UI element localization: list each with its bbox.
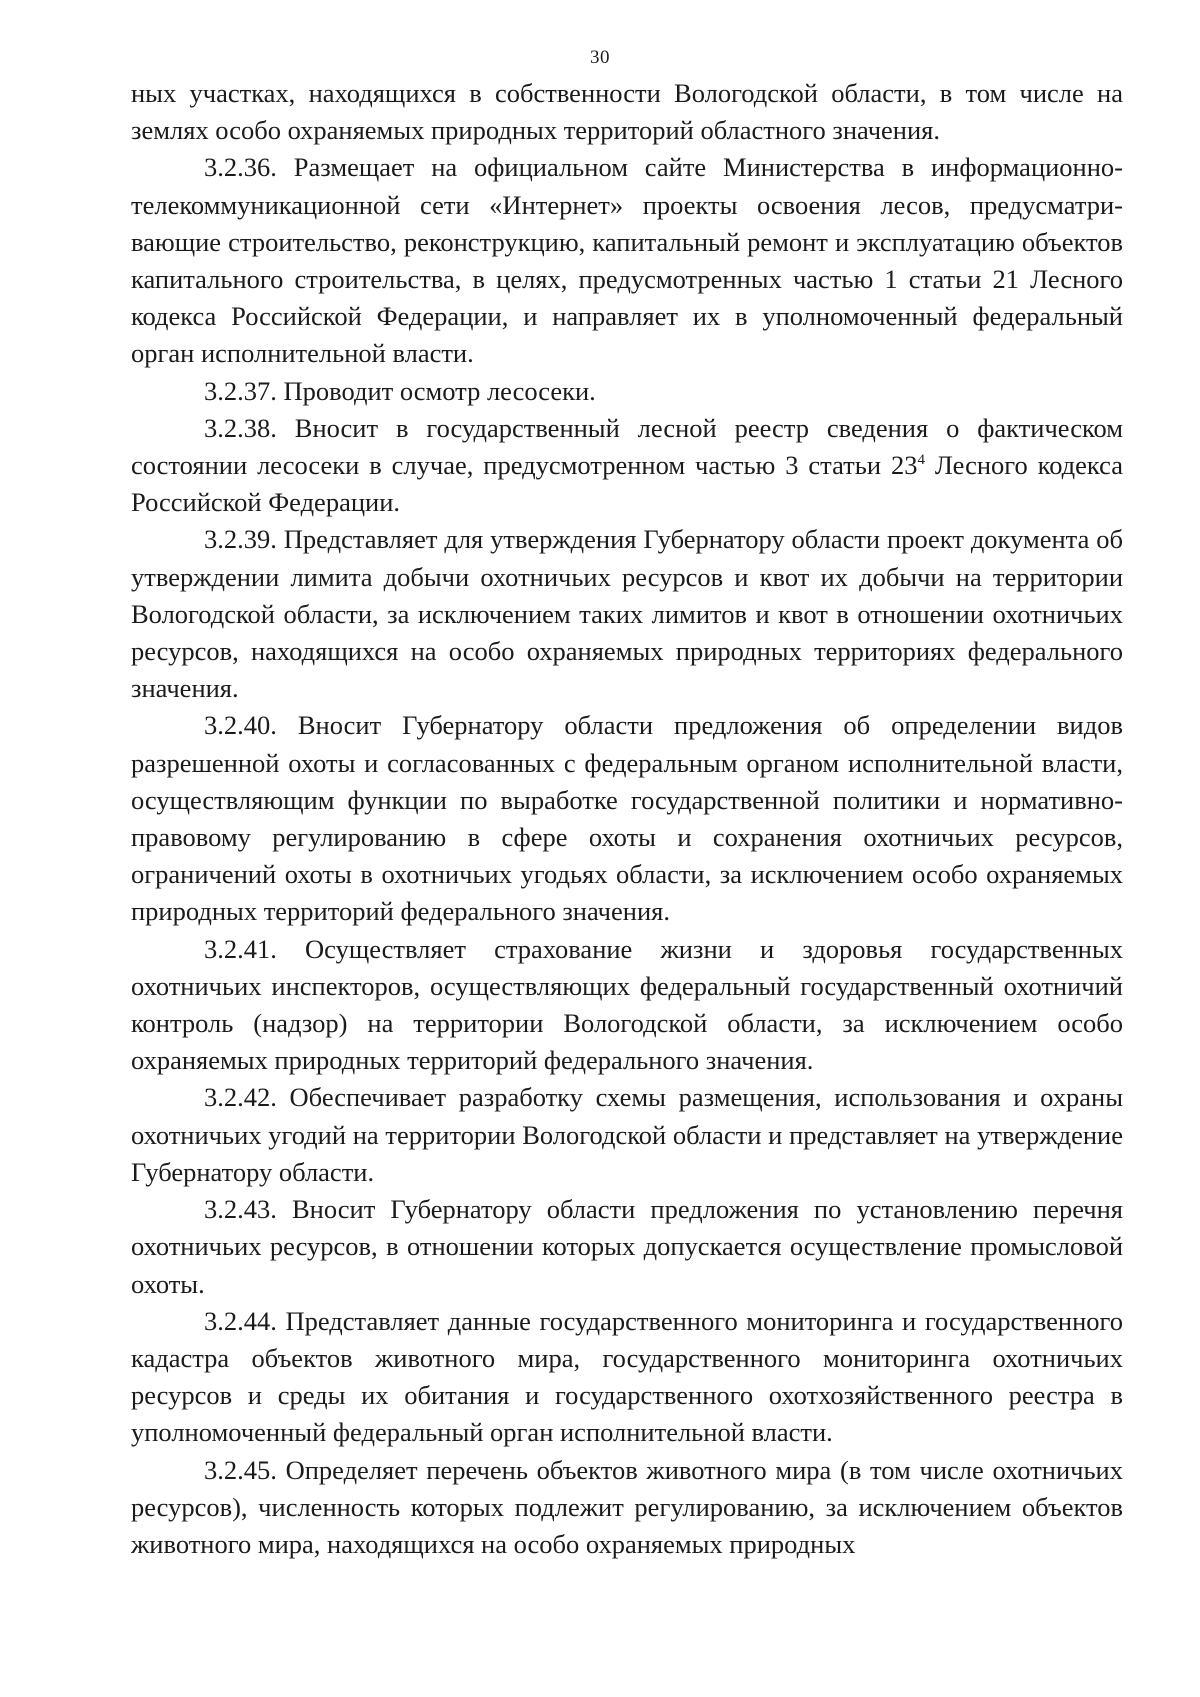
document-body	[131, 75, 1123, 1563]
superscript: 4	[917, 452, 925, 469]
paragraph-text-after: Лесного кодекса Российской Федерации.	[131, 450, 1123, 518]
paragraph-3-2-36: 3.2.36. Размещает на официальном сайте Министерства в информационно-телекоммуникационной сети «Интернет» проекты освоения лесов, предусматривающие строительство, реконструкцию, капитальный ремонт и эксплуатацию объектов капитального строительства, в целях, предусмотренных частью 1 статьи 21 Лесного кодекса Российской Федерации, и направляет их в уполномоченный федеральный орган исполнительной власти.	[131, 152, 1123, 369]
paragraph-continuation: ных участках, находящихся в собственности Вологодской области, в том числе на землях особо охраняемых природных территорий областного значения.	[131, 78, 1123, 146]
paragraph-3-2-45: 3.2.45. Определяет перечень объектов животного мира (в том числе охотничьих ресурсов), численность которых подлежит регулированию, за исключением объектов животного мира, находящихся на особо охраняемых природных	[131, 1454, 1123, 1559]
paragraph-3-2-41: 3.2.41. Осуществляет страхование жизни и здоровья государственных охотничьих инспекторов, осуществляющих федеральный государственный охотничий контроль (надзор) на территории Вологодской области, за исключением особо охраняемых природных территорий федерального значения.	[131, 933, 1123, 1076]
paragraph-3-2-39: 3.2.39. Представляет для утверждения Губернатору области проект документа об утверждении лимита добычи охотничьих ресурсов и квот их добычи на территории Вологодской области, за исключением таких лимитов и квот в отношении охотничьих ресурсов, находящихся на особо охраняемых природных территориях федерального значения.	[131, 524, 1123, 704]
page-number: 30	[590, 47, 610, 68]
paragraph-3-2-42: 3.2.42. Обеспечивает разработку схемы размещения, использования и охраны охотничьих угодий на территории Вологодской области и представляет на утверждение Губернатору области.	[131, 1082, 1123, 1187]
paragraph-text-before: 3.2.38. Вносит в государственный лесной реестр сведения о фактическом состоянии лесосеки в случае, предусмотренном частью 3 статьи 23	[131, 412, 1123, 481]
paragraph-3-2-44: 3.2.44. Представляет данные государственного мониторинга и государственного кадастра объектов животного мира, государственного мониторинга охотничьих ресурсов и среды их обитания и государственного охотхозяйственного реестра в уполномоченный федеральный орган исполнительной власти.	[131, 1305, 1123, 1448]
paragraph-3-2-38	[131, 410, 1123, 522]
paragraph-3-2-43: 3.2.43. Вносит Губернатору области предложения по установлению перечня охотничьих ресурсов, в отношении которых допускается осуществление промысловой охоты.	[131, 1194, 1123, 1299]
paragraph-3-2-40: 3.2.40. Вносит Губернатору области предложения об определении видов разрешенной охоты и согласованных с федеральным органом исполнительной власти, осуществляющим функции по выработке государственной политики и нормативно-правовому регулированию в сфере охоты и сохранения охотничьих ресурсов, ограничений охоты в охотничьих угодьях области, за исключением особо охраняемых природных территорий федерального значения.	[131, 710, 1123, 927]
paragraph-3-2-37: 3.2.37. Проводит осмотр лесосеки.	[204, 375, 596, 406]
